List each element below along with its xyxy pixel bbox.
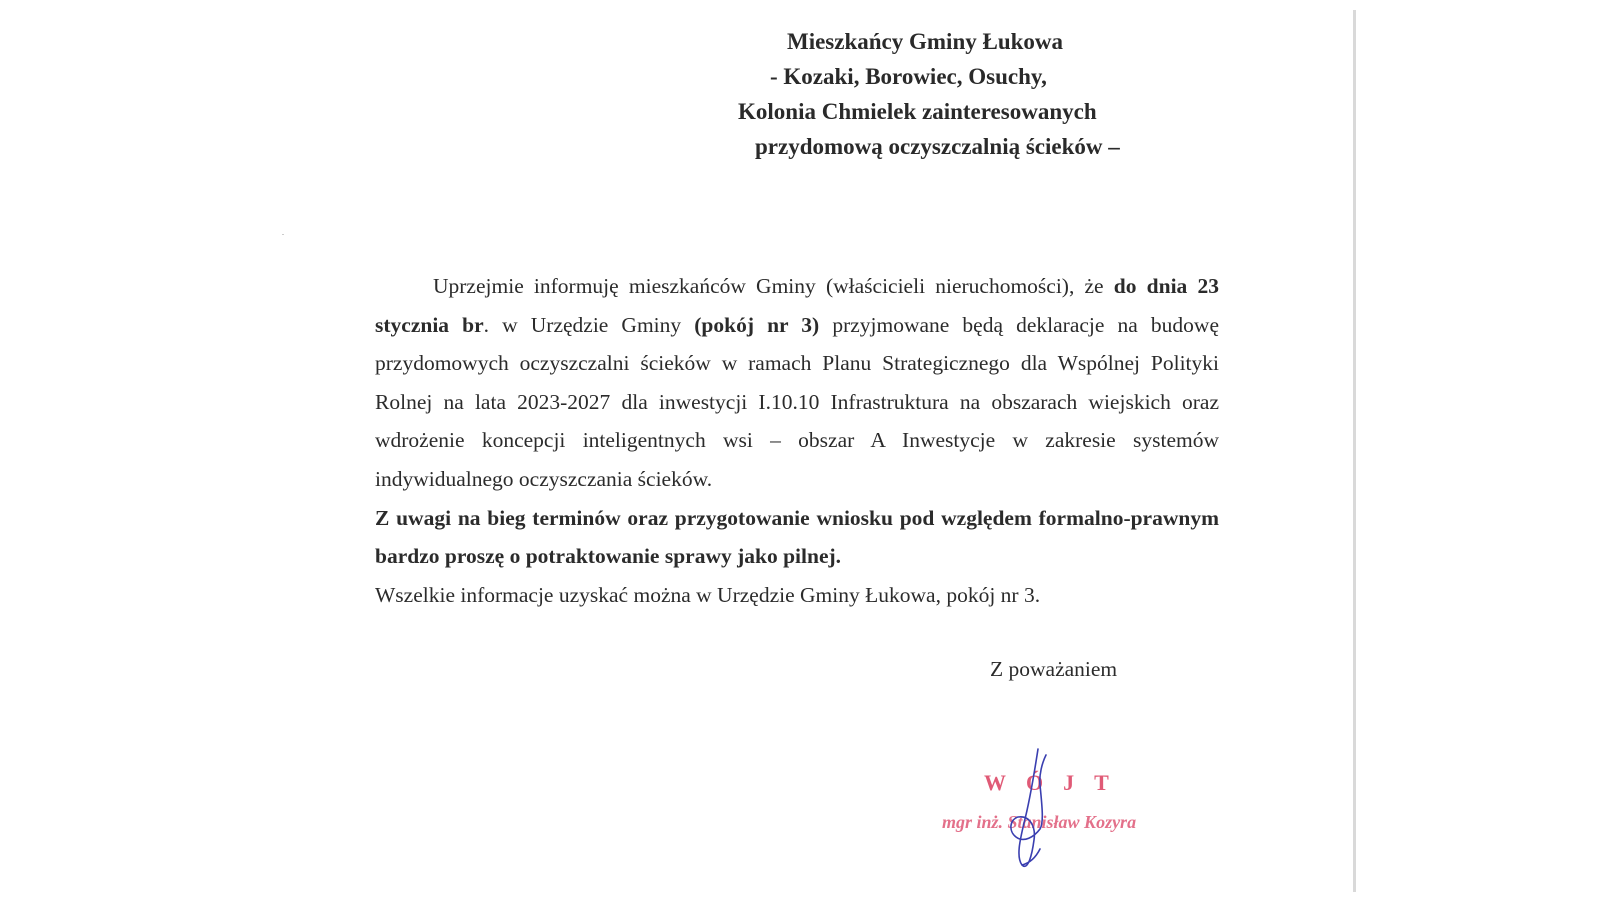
closing-salutation: Z poważaniem [990, 657, 1118, 681]
paragraph-1-text-a: Uprzejmie informuję mieszkańców Gminy (właścicieli nieruchomości), że [433, 274, 1114, 298]
room-number: (pokój nr 3) [694, 312, 820, 337]
header-line-3: Kolonia Chmielek zainteresowanych [738, 99, 1097, 124]
stamp-title: WÓJT [984, 770, 1129, 795]
paragraph-announcement [375, 267, 1219, 499]
paragraph-1-text-b: . w Urzędzie Gminy [483, 312, 695, 337]
paragraph-urgency: Z uwagi na bieg terminów oraz przygotowanie wniosku pod względem formalno-prawnym bardzo proszę o potraktowanie sprawy jako pilnej. [375, 505, 1219, 569]
scan-speck [282, 234, 284, 235]
addressee-header [700, 24, 1220, 164]
header-line-2: - Kozaki, Borowiec, Osuchy, [770, 64, 1047, 89]
paragraph-1-text-c: przyjmowane będą deklaracje na budowę przydomowych oczyszczalni ścieków w ramach Planu Strategicznego dla Wspólnej Polityki Rolnej na lata 2023-2027 dla inwestycji I.10.10 Infrastruktura na obszarach wiejskich oraz wdrożenie koncepcji inteligentnych wsi – obszar A Inwestycje w zakresie systemów indywidualnego oczyszczania ścieków. [375, 312, 1219, 491]
header-line-1: Mieszkańcy Gminy Łukowa [787, 29, 1064, 54]
page-edge-line [1353, 10, 1356, 892]
deadline-date: do dnia 23 stycznia br [375, 274, 1219, 337]
paragraph-info: Wszelkie informacje uzyskać można w Urzędzie Gminy Łukowa, pokój nr 3. [375, 582, 1041, 607]
letter-body [375, 267, 1219, 614]
handwritten-signature [1000, 745, 1070, 880]
stamp-name: mgr inż. Stanisław Kozyra [942, 812, 1137, 832]
header-line-4: przydomową oczyszczalnią ścieków – [755, 134, 1120, 159]
